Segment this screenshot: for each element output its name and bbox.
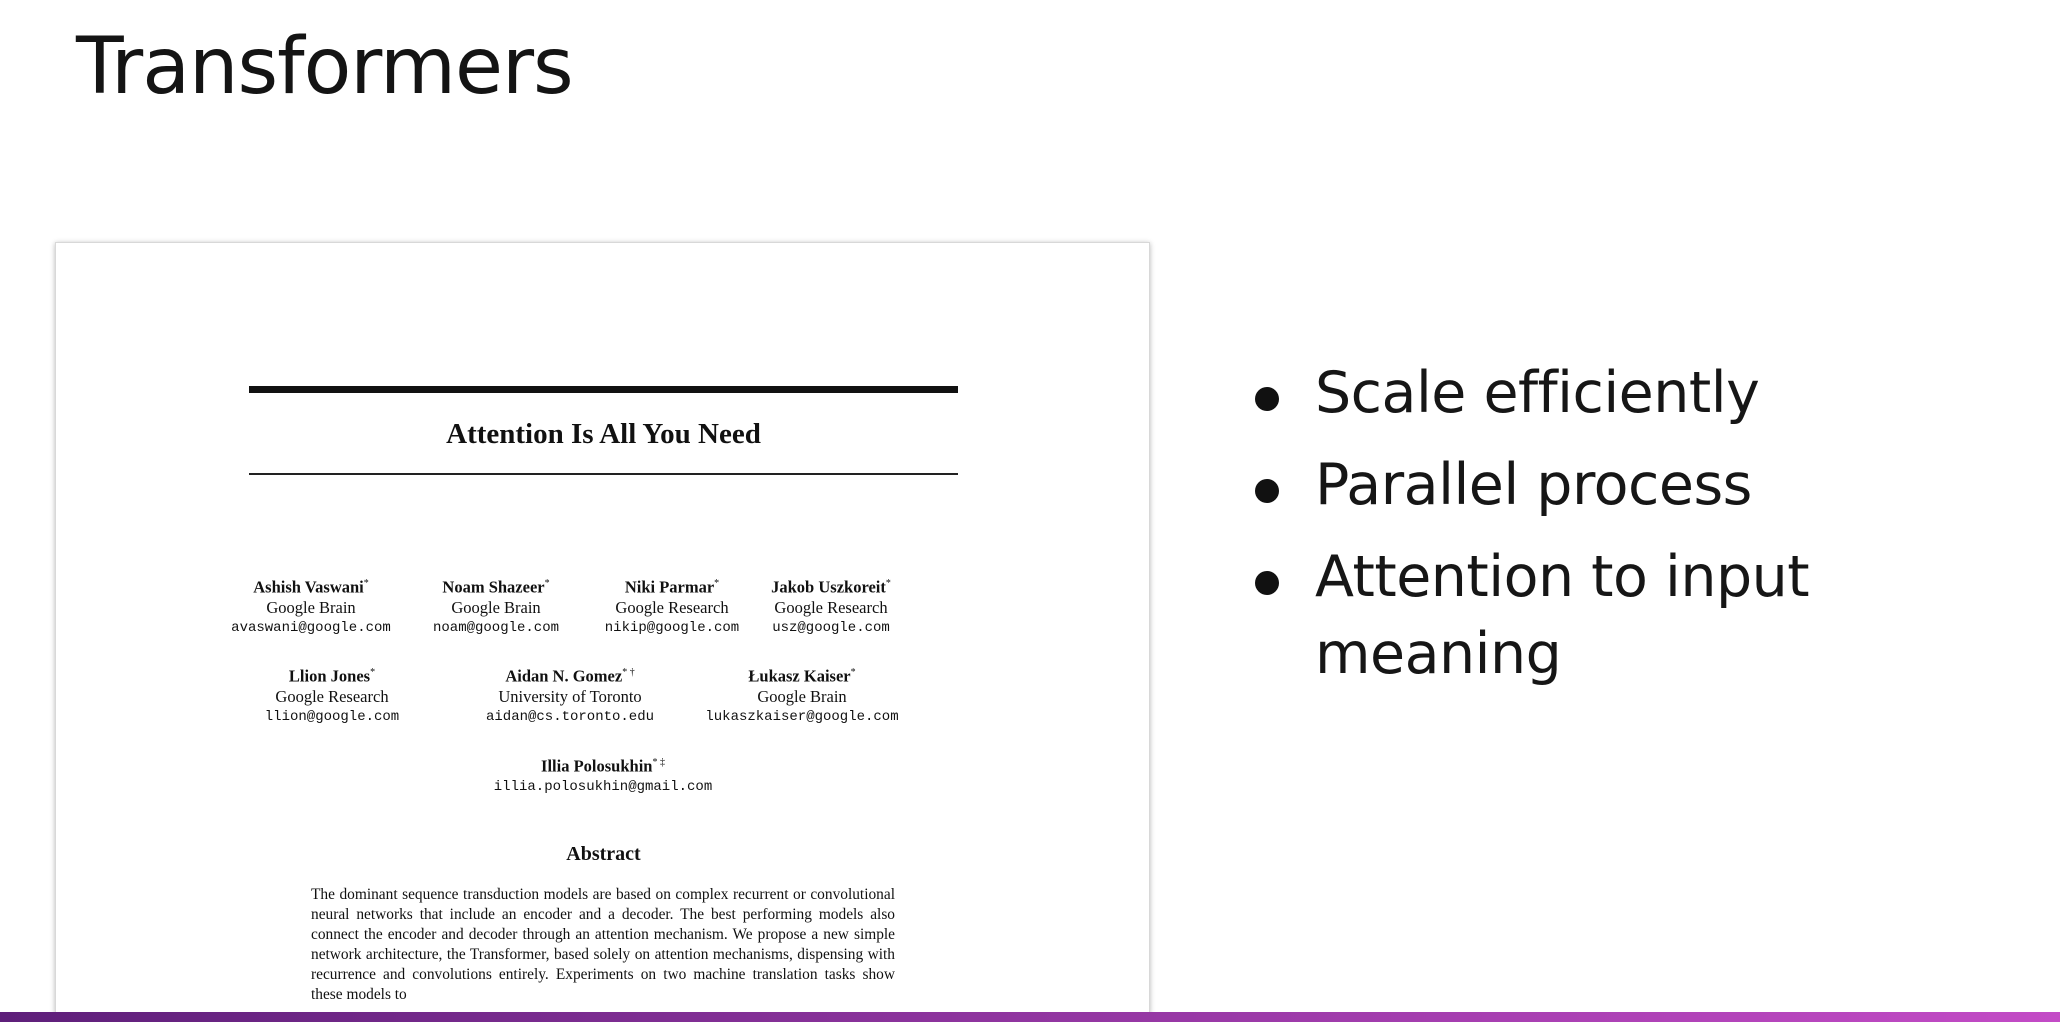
author-mark: * xyxy=(885,578,891,589)
author-mark: * xyxy=(363,578,369,589)
author-email: usz@google.com xyxy=(772,619,890,636)
author-affiliation: University of Toronto xyxy=(498,686,642,706)
bullet-list xyxy=(1252,355,1905,708)
author-mark: * xyxy=(370,667,376,678)
paper-title: Attention Is All You Need xyxy=(446,418,761,450)
paper-page-image xyxy=(55,242,1150,1014)
author-email: nikip@google.com xyxy=(604,619,740,636)
author-name: Ashish Vaswani xyxy=(253,577,364,597)
bullet-item xyxy=(1252,355,1905,432)
author-block xyxy=(731,574,931,638)
author-name: Aidan N. Gomez xyxy=(505,666,623,686)
author-name: Illia Polosukhin xyxy=(541,756,653,776)
author-block xyxy=(473,753,733,797)
bullet-dot-icon xyxy=(1255,571,1279,595)
author-affiliation: Google Brain xyxy=(266,597,356,617)
author-email: lukaszkaiser@google.com xyxy=(705,708,899,725)
author-block xyxy=(396,574,596,638)
abstract-text: The dominant sequence transduction models are based on complex recurrent or convolutional neural networks that include an encoder and a decoder. The best performing models also connect the encoder and decoder through an attention mechanism. We propose a new simple network architecture, the Transformer, based solely on attention mechanisms, dispensing with recurrence and convolutions entirely. Experiments on two machine translation tasks show these models to xyxy=(311,886,895,1003)
author-email: llion@google.com xyxy=(264,708,400,725)
author-block xyxy=(682,663,922,727)
author-name: Niki Parmar xyxy=(624,577,715,597)
author-email: aidan@cs.toronto.edu xyxy=(485,708,655,725)
bullet-item xyxy=(1252,539,1905,693)
author-affiliation: Google Brain xyxy=(451,597,541,617)
bullet-text: Scale efficiently xyxy=(1315,360,1760,426)
author-mark: * xyxy=(850,667,856,678)
title-rule-top xyxy=(249,386,958,393)
bullet-text: Attention to input meaning xyxy=(1315,544,1810,687)
author-affiliation: Google Research xyxy=(774,597,888,617)
author-email: illia.polosukhin@gmail.com xyxy=(493,778,713,795)
author-mark: * ‡ xyxy=(652,757,665,768)
author-block xyxy=(470,663,670,727)
bullet-item xyxy=(1252,447,1905,524)
author-name: Jakob Uszkoreit xyxy=(771,577,886,597)
author-email: noam@google.com xyxy=(432,619,560,636)
author-mark: * xyxy=(544,578,550,589)
title-rule-bottom xyxy=(249,473,958,475)
author-affiliation: Google Research xyxy=(275,686,389,706)
author-affiliation: Google Brain xyxy=(757,686,847,706)
bullet-dot-icon xyxy=(1255,479,1279,503)
author-mark: * xyxy=(714,578,720,589)
author-name: Łukasz Kaiser xyxy=(748,666,851,686)
author-affiliation: Google Research xyxy=(615,597,729,617)
author-block xyxy=(232,663,432,727)
accent-progress-bar xyxy=(0,1012,2060,1022)
author-name: Llion Jones xyxy=(288,666,371,686)
author-mark: * † xyxy=(622,667,635,678)
slide-title: Transformers xyxy=(76,22,573,112)
abstract-heading: Abstract xyxy=(566,843,641,865)
bullet-text: Parallel process xyxy=(1315,452,1752,518)
author-email: avaswani@google.com xyxy=(231,619,391,636)
author-name: Noam Shazeer xyxy=(442,577,545,597)
author-block xyxy=(211,574,411,638)
bullet-dot-icon xyxy=(1255,387,1279,411)
